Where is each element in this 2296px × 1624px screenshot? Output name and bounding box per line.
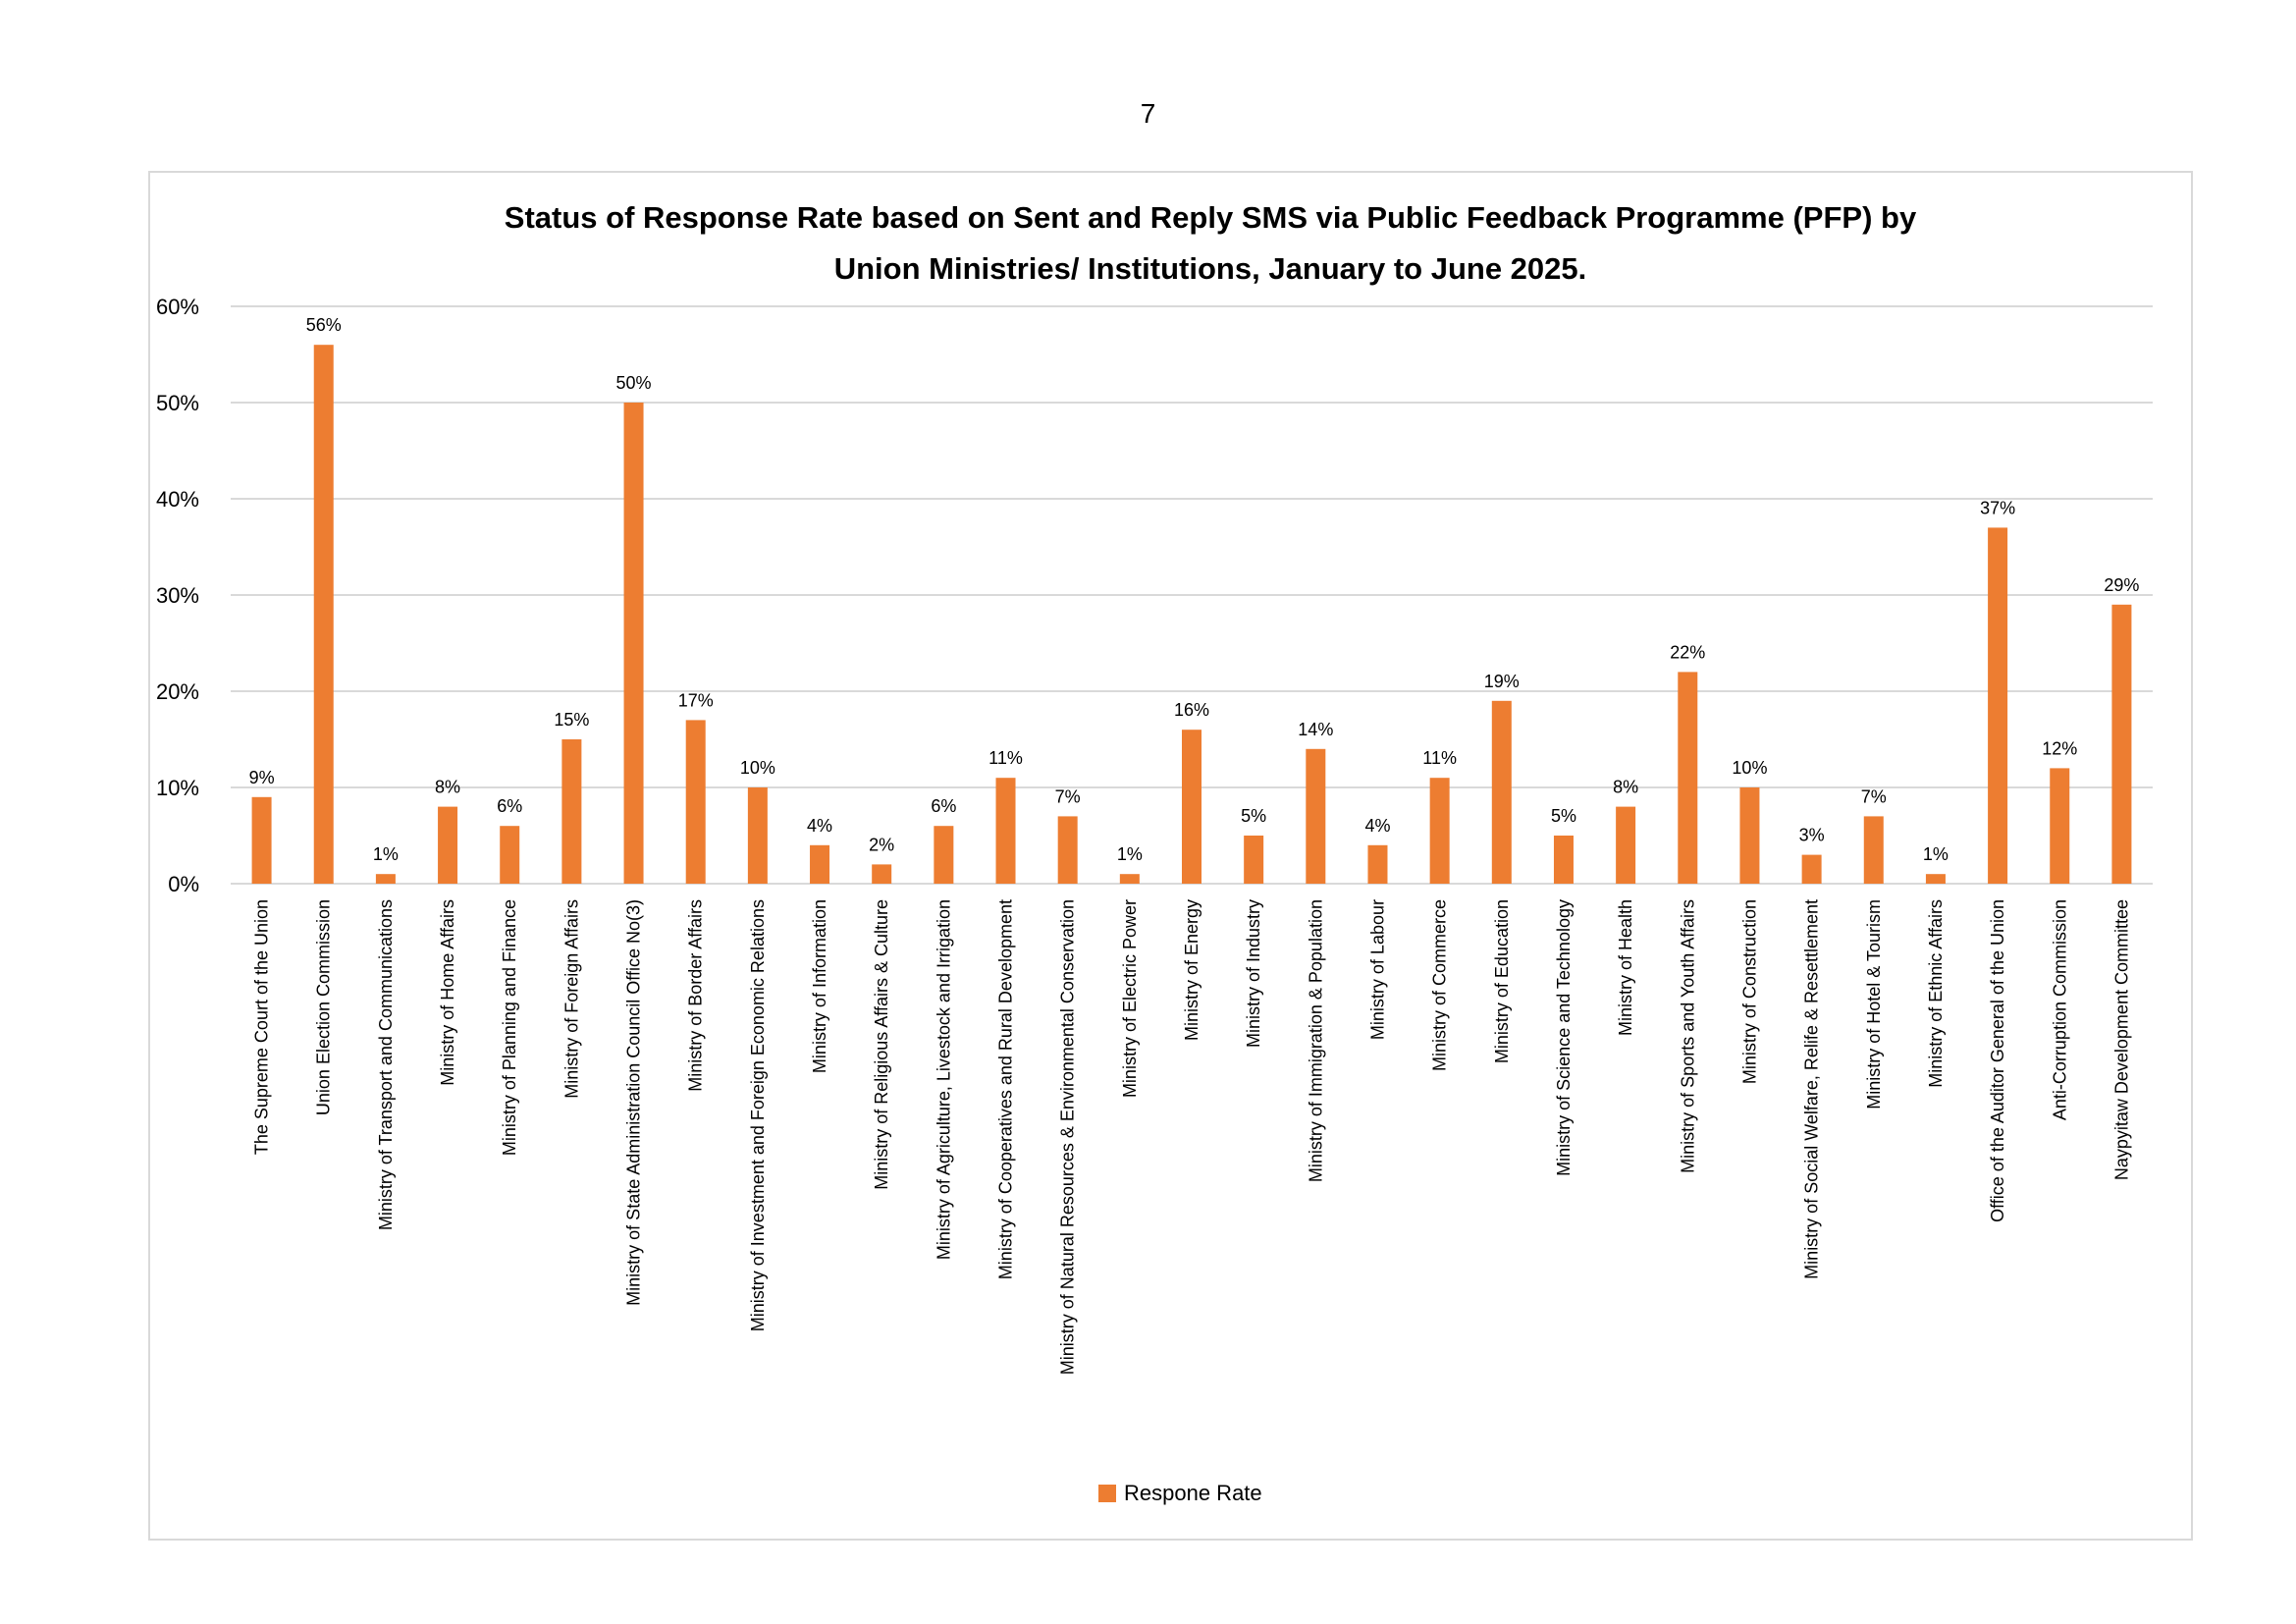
bar-21 [1492, 701, 1512, 884]
category-label: Union Election Commission [313, 899, 334, 1116]
bar-28 [1926, 874, 1946, 884]
bar-27 [1864, 816, 1884, 884]
y-tick-label: 50% [155, 391, 199, 415]
category-label: Anti-Corruption Commission [2050, 899, 2070, 1121]
category-label: Ministry of Agriculture, Livestock and Irrigation [934, 899, 954, 1261]
data-label: 11% [988, 748, 1023, 769]
bar-31 [2111, 605, 2131, 884]
data-label: 4% [807, 815, 833, 836]
data-label: 4% [1364, 815, 1391, 836]
data-label: 10% [1732, 758, 1768, 778]
data-label: 2% [869, 835, 895, 855]
data-label: 8% [435, 777, 461, 797]
category-label: Ministry of Investment and Foreign Economic Relations [747, 899, 768, 1332]
bar-8 [686, 720, 706, 884]
category-label: Ministry of Cooperatives and Rural Development [995, 899, 1016, 1280]
bar-4 [438, 807, 457, 884]
category-label: Ministry of Information [810, 899, 830, 1074]
data-label: 10% [739, 758, 775, 778]
y-tick-label: 60% [155, 295, 199, 319]
bar-26 [1802, 855, 1822, 884]
data-label: 11% [1422, 748, 1457, 769]
category-label: Ministry of Electric Power [1119, 898, 1140, 1099]
data-label: 6% [931, 796, 957, 817]
data-label: 1% [372, 844, 399, 865]
y-tick-label: 20% [155, 679, 199, 704]
category-label: Ministry of Energy [1182, 899, 1201, 1042]
category-label: Ministry of Hotel & Tourism [1863, 899, 1884, 1110]
category-label: Ministry of Home Affairs [438, 899, 458, 1086]
category-label: Ministry of Labour [1367, 899, 1388, 1041]
data-label: 29% [2104, 574, 2140, 595]
bar-17 [1244, 836, 1263, 884]
data-label: 1% [1922, 844, 1949, 865]
data-label: 17% [677, 690, 714, 711]
data-label: 8% [1613, 777, 1639, 797]
bar-30 [2050, 768, 2069, 884]
bar-5 [500, 826, 519, 884]
category-label: The Supreme Court of the Union [251, 899, 272, 1156]
category-label: Ministry of Planning and Finance [500, 899, 520, 1157]
y-tick-label: 10% [155, 776, 199, 800]
bar-3 [376, 874, 396, 884]
category-label: Office of the Auditor General of the Union [1988, 898, 2008, 1222]
y-tick-label: 30% [155, 583, 199, 608]
bar-10 [810, 845, 829, 884]
data-label: 5% [1550, 806, 1576, 826]
category-label: Ministry of Construction [1739, 899, 1760, 1085]
data-label: 6% [497, 796, 523, 817]
page-number: 7 [1140, 98, 1156, 129]
category-label: Ministry of Religious Affairs & Culture [872, 899, 892, 1190]
chart-frame [148, 171, 2193, 1541]
category-label: Naypyitaw Development Committee [2111, 899, 2132, 1181]
bar-2 [314, 345, 334, 884]
bar-15 [1120, 874, 1140, 884]
category-label: Ministry of Transport and Communications [375, 899, 396, 1231]
data-label: 16% [1173, 700, 1210, 721]
bar-24 [1678, 672, 1697, 884]
data-label: 56% [305, 315, 342, 336]
data-label: 5% [1241, 806, 1267, 826]
category-label: Ministry of Industry [1244, 899, 1264, 1049]
category-label: Ministry of Sports and Youth Affairs [1678, 899, 1698, 1173]
data-label: 37% [1980, 498, 2016, 518]
bar-22 [1554, 836, 1574, 884]
data-label: 14% [1298, 719, 1334, 739]
category-label: Ministry of Commerce [1429, 899, 1450, 1072]
data-label: 19% [1483, 671, 1520, 691]
bar-23 [1616, 807, 1635, 884]
legend-swatch [1098, 1485, 1116, 1502]
data-label: 7% [1054, 786, 1081, 807]
data-label: 22% [1670, 642, 1706, 663]
category-label: Ministry of Ethnic Affairs [1925, 899, 1946, 1088]
bar-14 [1058, 816, 1078, 884]
data-label: 9% [248, 767, 275, 787]
bar-6 [561, 739, 581, 884]
bar-9 [748, 787, 768, 884]
bar-11 [872, 864, 891, 884]
bar-19 [1367, 845, 1387, 884]
data-label: 1% [1116, 844, 1143, 865]
category-label: Ministry of State Administration Council Office No(3) [623, 899, 644, 1306]
y-tick-label: 0% [168, 872, 199, 896]
data-label: 50% [615, 373, 652, 393]
chart-title-line-2: Union Ministries/ Institutions, January to June 2025. [833, 251, 1587, 286]
data-label: 15% [554, 710, 590, 730]
category-label: Ministry of Science and Technology [1553, 899, 1574, 1176]
bar-18 [1306, 749, 1325, 884]
response-rate-chart [150, 173, 2191, 1539]
data-label: 12% [2042, 738, 2078, 759]
category-label: Ministry of Social Welfare, Relife & Resettlement [1801, 898, 1822, 1279]
category-label: Ministry of Border Affairs [685, 899, 706, 1092]
bar-1 [252, 797, 272, 884]
category-label: Ministry of Immigration & Population [1306, 899, 1326, 1183]
bar-29 [1988, 527, 2007, 884]
legend-label: Respone Rate [1124, 1481, 1262, 1505]
chart-title-line-1: Status of Response Rate based on Sent and Reply SMS via Public Feedback Programme (PFP) by [504, 200, 1917, 235]
bar-25 [1739, 787, 1759, 884]
data-label: 3% [1798, 825, 1825, 845]
bar-7 [624, 403, 644, 884]
bar-16 [1182, 730, 1201, 884]
data-label: 7% [1860, 786, 1887, 807]
bar-12 [934, 826, 953, 884]
category-label: Ministry of Natural Resources & Environmental Conservation [1057, 899, 1078, 1376]
y-tick-label: 40% [155, 487, 199, 512]
bar-13 [996, 778, 1016, 884]
category-label: Ministry of Health [1616, 899, 1636, 1037]
category-label: Ministry of Foreign Affairs [561, 899, 582, 1099]
category-label: Ministry of Education [1491, 899, 1512, 1064]
bar-20 [1430, 778, 1450, 884]
